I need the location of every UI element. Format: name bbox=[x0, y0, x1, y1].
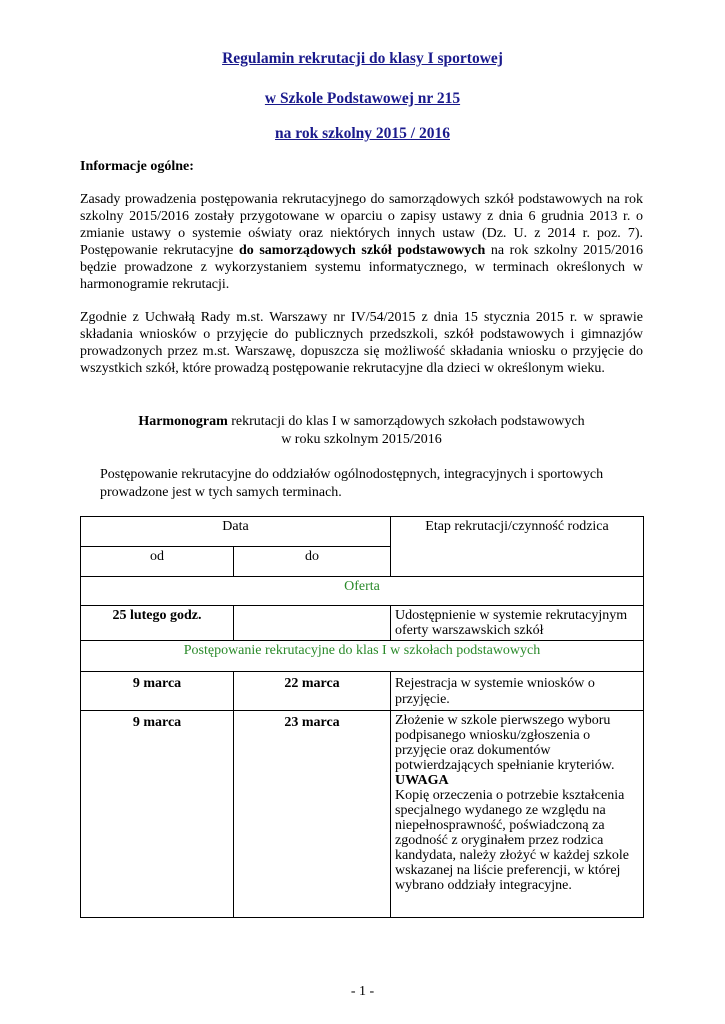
page-number: - 1 - bbox=[350, 984, 375, 999]
schedule-table bbox=[80, 516, 644, 918]
row1-od: 25 lutego godz. bbox=[81, 606, 234, 641]
header-do: do bbox=[234, 547, 391, 577]
paragraph-1-text-b: na rok szkolny 2015/2016 będzie prowadzone z wykorzystaniem systemu informatycznego, w terminach określonych w harmonogramie rekrutacji. bbox=[80, 243, 643, 292]
row1-etap: Udostępnienie w systemie rekrutacyjnym oferty warszawskich szkół bbox=[391, 606, 644, 641]
paragraph-1-bold: do samorządowych szkół podstawowych bbox=[238, 243, 486, 258]
header-data: Data bbox=[81, 517, 391, 547]
header-etap: Etap rekrutacji/czynność rodzica bbox=[391, 517, 644, 577]
harmonogram-heading bbox=[80, 413, 643, 449]
title-line-1: Regulamin rekrutacji do klasy I sportowej bbox=[222, 50, 503, 67]
harmonogram-line-2: w roku szkolnym 2015/2016 bbox=[281, 432, 442, 447]
table-row bbox=[81, 711, 644, 918]
table-row bbox=[81, 672, 644, 711]
row3-etap-text-a: Złożenie w szkole pierwszego wyboru podpisanego wniosku/zgłoszenia o przyjęcie oraz dokumentów potwierdzających spełnianie kryteriów. bbox=[395, 713, 615, 773]
table-header-row bbox=[81, 517, 644, 547]
row2-od: 9 marca bbox=[81, 672, 234, 711]
section-oferta: Oferta bbox=[81, 577, 644, 606]
row3-etap-text-b: Kopię orzeczenia o potrzebie kształcenia specjalnego wydanego ze względu na niepełnosprawność, poświadczoną za zgodność z oryginałem przez rodzica kandydata, należy złożyć w każdej szkole wskazanej na liście preferencji, w której wybrano oddziały integracyjne. bbox=[395, 788, 630, 893]
paragraph-1-text-a: Zasady prowadzenia postępowania rekrutacyjnego do samorządowych szkół podstawowych na rok szkolny 2015/2016 zostały przygotowane w oparciu o zapisy ustawy z dnia 6 grudnia 2013 r. o zmianie ustawy o systemie oświaty oraz niektórych innych ustaw (Dz. U. z 2014 r. poz. 7). Postępowanie rekrutacyjne bbox=[80, 192, 643, 258]
row3-etap-uwaga: UWAGA bbox=[395, 773, 449, 788]
section-postepowanie: Postępowanie rekrutacyjne do klas I w szkołach podstawowych bbox=[81, 641, 644, 672]
row3-do: 23 marca bbox=[234, 711, 391, 918]
table-section-row bbox=[81, 577, 644, 606]
harmonogram-bold: Harmonogram bbox=[138, 414, 228, 429]
paragraph-1 bbox=[80, 191, 643, 293]
row2-do: 22 marca bbox=[234, 672, 391, 711]
table-row bbox=[81, 606, 644, 641]
paragraph-3: Postępowanie rekrutacyjne do oddziałów ogólnodostępnych, integracyjnych i sportowych prowadzone jest w tych samych terminach. bbox=[100, 467, 604, 500]
table-section-row bbox=[81, 641, 644, 672]
title-line-3: na rok szkolny 2015 / 2016 bbox=[275, 125, 450, 142]
header-od: od bbox=[81, 547, 234, 577]
title-line-2: w Szkole Podstawowej nr 215 bbox=[264, 90, 461, 107]
section-heading: Informacje ogólne: bbox=[80, 159, 194, 174]
row3-od: 9 marca bbox=[81, 711, 234, 918]
paragraph-2: Zgodnie z Uchwałą Rady m.st. Warszawy nr IV/54/2015 z dnia 15 stycznia 2015 r. w sprawie składania wniosków o przyjęcie do publicznych przedszkoli, szkół podstawowych i gimnazjów prowadzonych przez m.st. Warszawę, dopuszcza się możliwość składania wniosku o przyjęcie do wszystkich szkół, które prowadzą postępowanie rekrutacyjne dla dzieci w określonym wieku. bbox=[80, 310, 643, 376]
row1-do bbox=[234, 606, 391, 641]
row2-etap: Rejestracja w systemie wniosków o przyjęcie. bbox=[391, 672, 644, 711]
row3-etap bbox=[391, 711, 644, 918]
harmonogram-rest: rekrutacji do klas I w samorządowych szkołach podstawowych bbox=[227, 414, 585, 429]
